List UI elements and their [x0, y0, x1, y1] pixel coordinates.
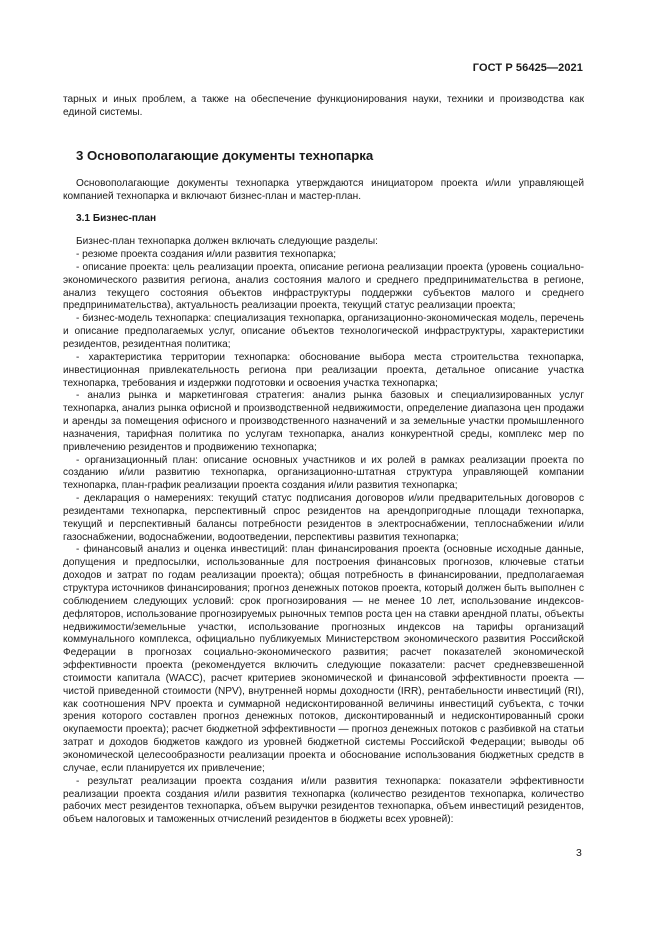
- section-title: 3 Основополагающие документы технопарка: [76, 147, 374, 163]
- list-item: - финансовый анализ и оценка инвестиций: план финансирования проекта (основные исходные данные, допущения и предпосылки, использованные для построения финансовых прогнозов, ключевые статьи доходов и затрат по годам реализации проекта); общая потребность в финансировании, предполагаемая структура источников финансирования; прогноз денежных потоков проекта, который должен быть выполнен с соблюдением следующих условий: срок прогнозирования — не менее 10 лет, использование индексов-дефляторов, использование прогнозируемых рыночных темпов роста цен на ставки арендной платы, объекты недвижимости/земельные участки, использование прогнозных индексов на тарифы организаций коммунального комплекса, официально публикуемых Министерством экономического развития Российской Федерации в прогнозах социально-экономического развития; расчет показателей экономической эффективности проекта (рекомендуется включить следующие показатели: расчет средневзвешенной стоимости капитала (WACC), расчет критериев экономической и финансовой эффективности проекта — чистой приведенной стоимости (NPV), внутренней нормы доходности (IRR), рентабельности инвестиций (RI), как соотношения NPV проекта и суммарной недисконтированной величины инвестиций субъекта, с точки зрения которого составлен прогноз денежных потоков, дисконтированный и недисконтированный сроки окупаемости проекта); расчет бюджетной эффективности — прогноз денежных потоков с разбивкой на статьи затрат и доходов бюджетов каждого из уровней бюджетной системы Российской Федерации; выводы об экономической целесообразности реализации проекта и обоснование использования бюджетных средств в случае, если планируется их привлечение;: [63, 544, 584, 774]
- page-content: [63, 94, 584, 827]
- list-item: - анализ рынка и маркетинговая стратегия: анализ рынка базовых и специализированных услуг технопарка, анализ рынка офисной и производственной недвижимости, определение диапазона цен продажи и аренды за помещения офисного и производственного назначений и за земельные участки промышленного назначения, тарифная политика по услугам технопарка, анализ конкурентной среды, комплекс мер по привлечению резидентов и продвижению технопарка;: [63, 390, 584, 453]
- list-item: - организационный план: описание основных участников и их ролей в рамках реализации проекта по созданию и/или развитию технопарка, организационно-штатная структура управляющей компании технопарка, план-график реализации проекта создания и/или развития технопарка;: [63, 454, 584, 492]
- paragraph: Бизнес-план технопарка должен включать следующие разделы:: [76, 236, 378, 248]
- intro-continuation: тарных и иных проблем, а также на обеспечение функционирования науки, техники и производства как единой системы.: [63, 94, 584, 118]
- list-item: - описание проекта: цель реализации проекта, описание региона реализации проекта (уровень социально-экономического развития региона, анализ состояния малого и среднего предпринимательства в регионе, анализ текущего состояния объектов инфраструктуры поддержки субъектов малого и среднего предпринимательства), актуальность реализации проекта, текущий статус реализации проекта;: [63, 261, 584, 312]
- subsection-title: 3.1 Бизнес-план: [76, 213, 157, 225]
- list-item: - декларация о намерениях: текущий статус подписания договоров и/или предварительных договоров с резидентами технопарка, перспективный спрос резидентов на арендопригодные площади технопарка, текущий и перспективный балансы потребности резидентов в электроснабжении, теплоснабжении и/или газоснабжении, водоснабжении, водоотведении, перспективы развития технопарка;: [63, 493, 584, 543]
- section-paragraph: Основополагающие документы технопарка утверждаются инициатором проекта и/или управляющей компанией технопарка и включают бизнес-план и мастер-план.: [63, 177, 584, 202]
- list-item: - характеристика территории технопарка: обоснование выбора места строительства технопарка, инвестиционная привлекательность региона при реализации проекта, детальное описание участка технопарка, требования и издержки подготовки и освоения участка технопарка;: [63, 351, 584, 389]
- document-code: ГОСТ Р 56425—2021: [472, 62, 583, 74]
- list-item: - результат реализации проекта создания и/или развития технопарка: показатели эффективности реализации проекта создания и/или развития технопарка (количество резидентов технопарка, количество рабочих мест резидентов технопарка, объем выручки резидентов технопарка, объем инвестиций резидентов, объем налоговых и таможенных отчислений резидентов в бюджеты всех уровней):: [63, 775, 584, 826]
- page-number: 3: [576, 847, 582, 859]
- list-item: - бизнес-модель технопарка: специализация технопарка, организационно-экономическая модель, перечень и описание предполагаемых услуг, описание объектов технологической инфраструктуры, характеристики резидентов, резидентная политика;: [63, 313, 584, 350]
- list-item: - резюме проекта создания и/или развития технопарка;: [76, 249, 337, 261]
